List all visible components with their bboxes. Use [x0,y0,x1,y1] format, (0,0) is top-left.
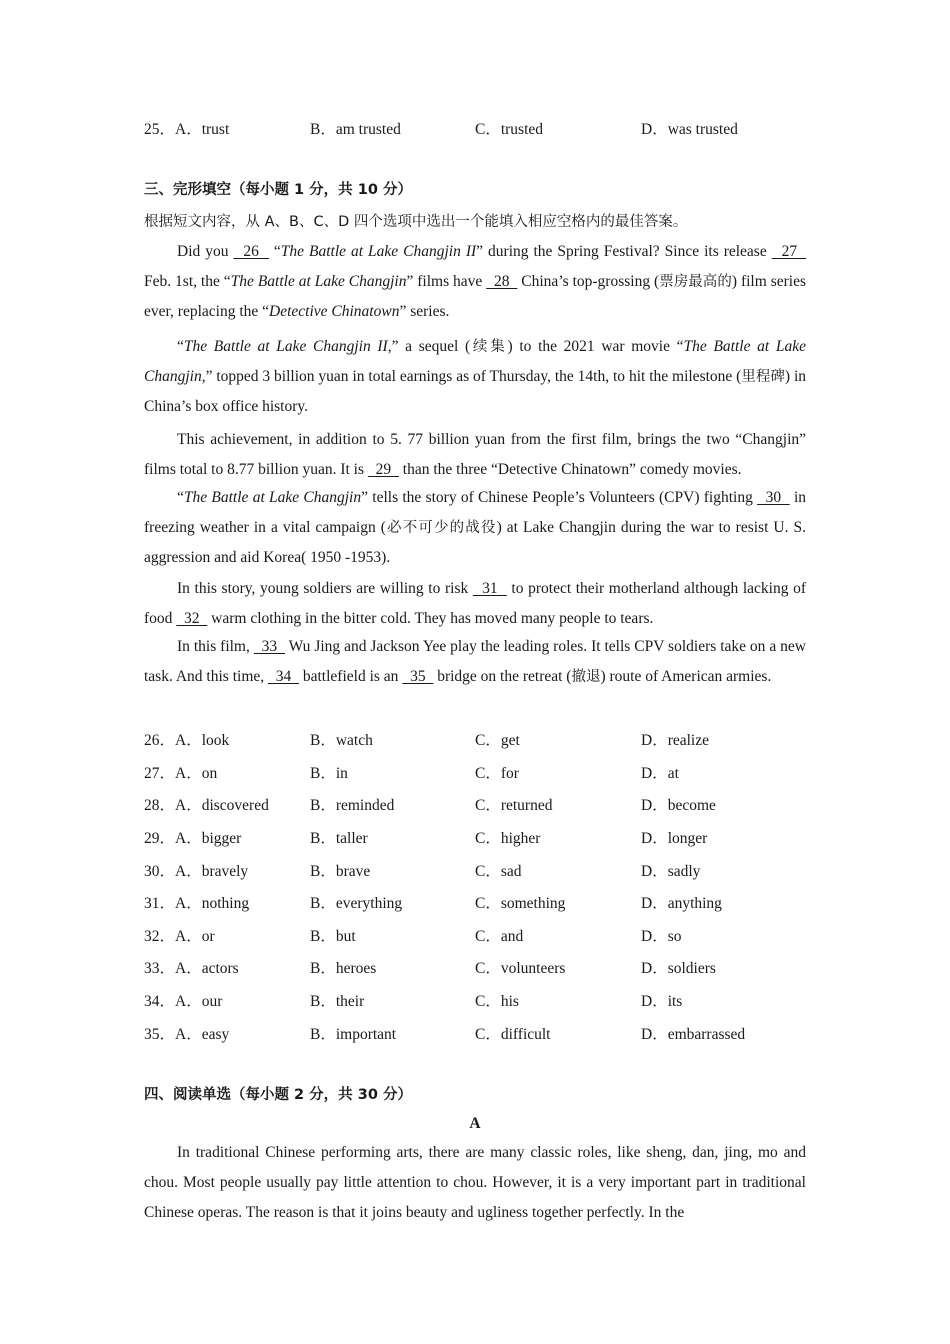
q34-option-d[interactable]: D．its [641,993,683,1010]
q30-option-c[interactable]: C．sad [475,863,522,880]
q26-option-d[interactable]: D．realize [641,732,709,749]
blank-31[interactable]: 31 [472,580,507,597]
q32-option-c[interactable]: C．and [475,928,524,945]
q27-option-c[interactable]: C．for [475,765,519,782]
q31-option-b[interactable]: B．everything [310,895,403,912]
passage-a-heading: A [469,1115,481,1132]
passage-paragraph-4: “The Battle at Lake Changjin” tells the story of Chinese People’s Volunteers (CPV) fighting 30 in freezing weather in a vital campaign (必不可少的战役) at Lake Changjin during the war to resist U. S. aggression and aid Korea( 1950 -1953). [144,489,807,566]
blank-26[interactable]: 26 [233,243,269,260]
q30-option-b[interactable]: B．brave [310,863,371,880]
q28-option-c[interactable]: C．returned [475,797,553,814]
blank-33[interactable]: 33 [253,638,285,655]
blank-29[interactable]: 29 [367,461,399,478]
q26-option-c[interactable]: C．get [475,732,520,749]
q33-option-b[interactable]: B．heroes [310,960,377,977]
q28-option-b[interactable]: B．reminded [310,797,395,814]
passage-paragraph-5: In this story, young soldiers are willing to risk 31 to protect their motherland although lacking of food 32 warm clothing in the bitter cold. They has moved many people to tears. [144,580,806,627]
q25-option-c[interactable]: C．trusted [475,121,544,138]
q32-option-a[interactable]: 32．A．or [144,928,215,945]
q34-option-c[interactable]: C．his [475,993,519,1010]
q26-option-b[interactable]: B．watch [310,732,373,749]
section-4-title: 四、阅读单选（每小题 2 分，共 30 分） [144,1087,412,1103]
q30-option-d[interactable]: D．sadly [641,863,701,880]
q31-option-d[interactable]: D．anything [641,895,722,912]
passage-a-text: In traditional Chinese performing arts, there are many classic roles, like sheng, dan, jing, mo and chou. Most people usually pay little attention to chou. However, it is a very important part in traditional Chinese operas. The reason is that it joins beauty and ugliness together perfectly. In the [144,1144,806,1221]
passage-paragraph-2: “The Battle at Lake Changjin II,” a sequel (续集) to the 2021 war movie “The Battle at Lake Changjin,” topped 3 billion yuan in total earnings as of Thursday, the 14th, to hit the milestone (里程碑) in China’s box office history. [144,338,807,415]
q25-option-d[interactable]: D．was trusted [641,121,738,138]
blank-28[interactable]: 28 [486,273,518,290]
q33-option-d[interactable]: D．soldiers [641,960,716,977]
q34-option-a[interactable]: 34．A．our [144,993,223,1010]
q35-option-c[interactable]: C．difficult [475,1026,551,1043]
blank-30[interactable]: 30 [757,489,790,506]
q29-option-b[interactable]: B．taller [310,830,368,847]
q27-option-a[interactable]: 27．A．on [144,765,218,782]
q31-option-a[interactable]: 31．A．nothing [144,895,250,912]
q33-option-a[interactable]: 33．A．actors [144,960,239,977]
q29-option-d[interactable]: D．longer [641,830,708,847]
q35-option-b[interactable]: B．important [310,1026,397,1043]
blank-34[interactable]: 34 [268,668,299,685]
q27-option-b[interactable]: B．in [310,765,348,782]
q30-option-a[interactable]: 30．A．bravely [144,863,249,880]
q27-option-d[interactable]: D．at [641,765,679,782]
passage-paragraph-6: In this film, 33 Wu Jing and Jackson Yee play the leading roles. It tells CPV soldiers take on a new task. And this time, 34 battlefield is an 35 bridge on the retreat (撤退) route of American armies. [144,638,806,685]
passage-paragraph-3: This achievement, in addition to 5. 77 billion yuan from the first film, brings the two “Changjin” films total to 8.77 billion yuan. It is 29 than the three “Detective Chinatown” comedy movies. [144,431,806,478]
section-3-instruction: 根据短文内容，从 A、B、C、D 四个选项中选出一个能填入相应空格内的最佳答案。 [144,214,688,230]
q26-option-a[interactable]: 26．A．look [144,732,230,749]
q29-option-c[interactable]: C．higher [475,830,541,847]
q33-option-c[interactable]: C．volunteers [475,960,566,977]
q32-option-b[interactable]: B．but [310,928,356,945]
passage-paragraph-1: Did you 26 “The Battle at Lake Changjin II” during the Spring Festival? Since its release 27 Feb. 1st, the “The Battle at Lake Changjin” films have 28 China’s top-grossing (票房最高的) film series ever, replacing the “Detective Chinatown” series. [144,243,807,320]
q25-option-a[interactable]: 25．A．trust [144,121,230,138]
q29-option-a[interactable]: 29．A．bigger [144,830,242,847]
section-3-title: 三、完形填空（每小题 1 分，共 10 分） [144,182,412,198]
q35-option-d[interactable]: D．embarrassed [641,1026,746,1043]
q32-option-d[interactable]: D．so [641,928,682,945]
q25-option-b[interactable]: B．am trusted [310,121,401,138]
blank-27[interactable]: 27 [771,243,807,260]
q28-option-a[interactable]: 28．A．discovered [144,797,269,814]
q35-option-a[interactable]: 35．A．easy [144,1026,230,1043]
blank-32[interactable]: 32 [176,610,208,627]
blank-35[interactable]: 35 [402,668,434,685]
q31-option-c[interactable]: C．something [475,895,566,912]
q28-option-d[interactable]: D．become [641,797,716,814]
q34-option-b[interactable]: B．their [310,993,365,1010]
